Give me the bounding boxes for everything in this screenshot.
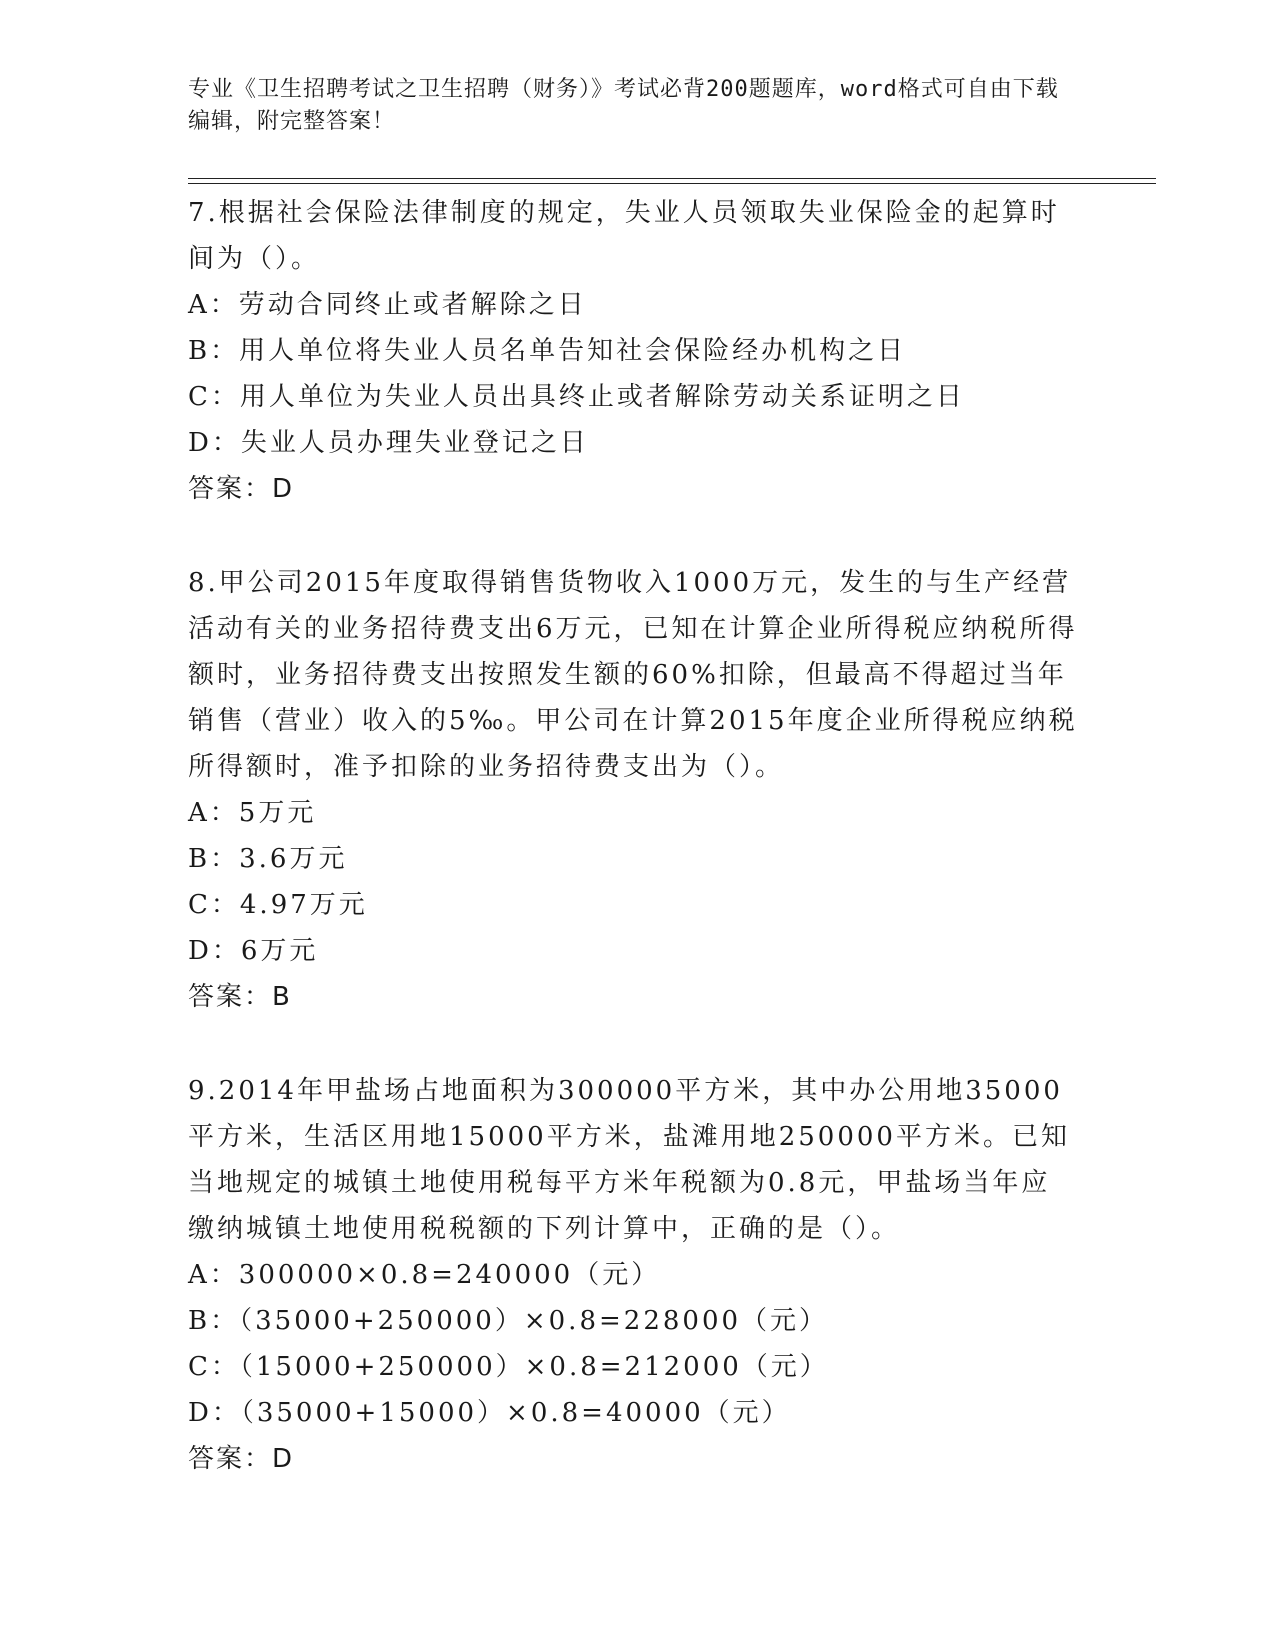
option-a: A：5万元 [188,798,317,828]
question-9 [188,1068,1078,1482]
question-stem: 7.根据社会保险法律制度的规定，失业人员领取失业保险金的起算时间为（）。 [188,198,1060,274]
header-divider-top [188,178,1156,179]
option-a: A：劳动合同终止或者解除之日 [188,290,587,320]
document-header: 专业《卫生招聘考试之卫生招聘（财务）》考试必背200题题库，word格式可自由下载编辑，附完整答案！ [188,77,1059,134]
question-stem: 8.甲公司2015年度取得销售货物收入1000万元，发生的与生产经营活动有关的业务招待费支出6万元，已知在计算企业所得税应纳税所得额时，业务招待费支出按照发生额的60%扣除，但最高不得超过当年销售（营业）收入的5‰。甲公司在计算2015年度企业所得税应纳税所得额时，准予扣除的业务招待费支出为（）。 [188,568,1078,782]
option-c: C：用人单位为失业人员出具终止或者解除劳动关系证明之日 [188,382,965,412]
header-divider-bottom [188,183,1156,184]
option-c: C：（15000+250000）×0.8=212000（元） [188,1352,829,1382]
answer-label: 答案：D [188,1444,295,1474]
option-b: B：3.6万元 [188,844,348,874]
question-8 [188,560,1078,1020]
question-stem: 9.2014年甲盐场占地面积为300000平方米，其中办公用地35000平方米，生活区用地15000平方米，盐滩用地250000平方米。已知当地规定的城镇土地使用税每平方米年税额为0.8元，甲盐场当年应缴纳城镇土地使用税税额的下列计算中，正确的是（）。 [188,1076,1070,1244]
option-a: A：300000×0.8=240000（元） [188,1260,661,1290]
option-d: D：失业人员办理失业登记之日 [188,428,589,458]
option-b: B：用人单位将失业人员名单告知社会保险经办机构之日 [188,336,907,366]
answer-label: 答案：D [188,474,295,504]
question-list [188,190,1078,1530]
answer-label: 答案：B [188,982,292,1012]
question-7 [188,190,1078,512]
option-d: D：（35000+15000）×0.8=40000（元） [188,1398,791,1428]
option-b: B：（35000+250000）×0.8=228000（元） [188,1306,829,1336]
option-d: D：6万元 [188,936,319,966]
option-c: C：4.97万元 [188,890,368,920]
